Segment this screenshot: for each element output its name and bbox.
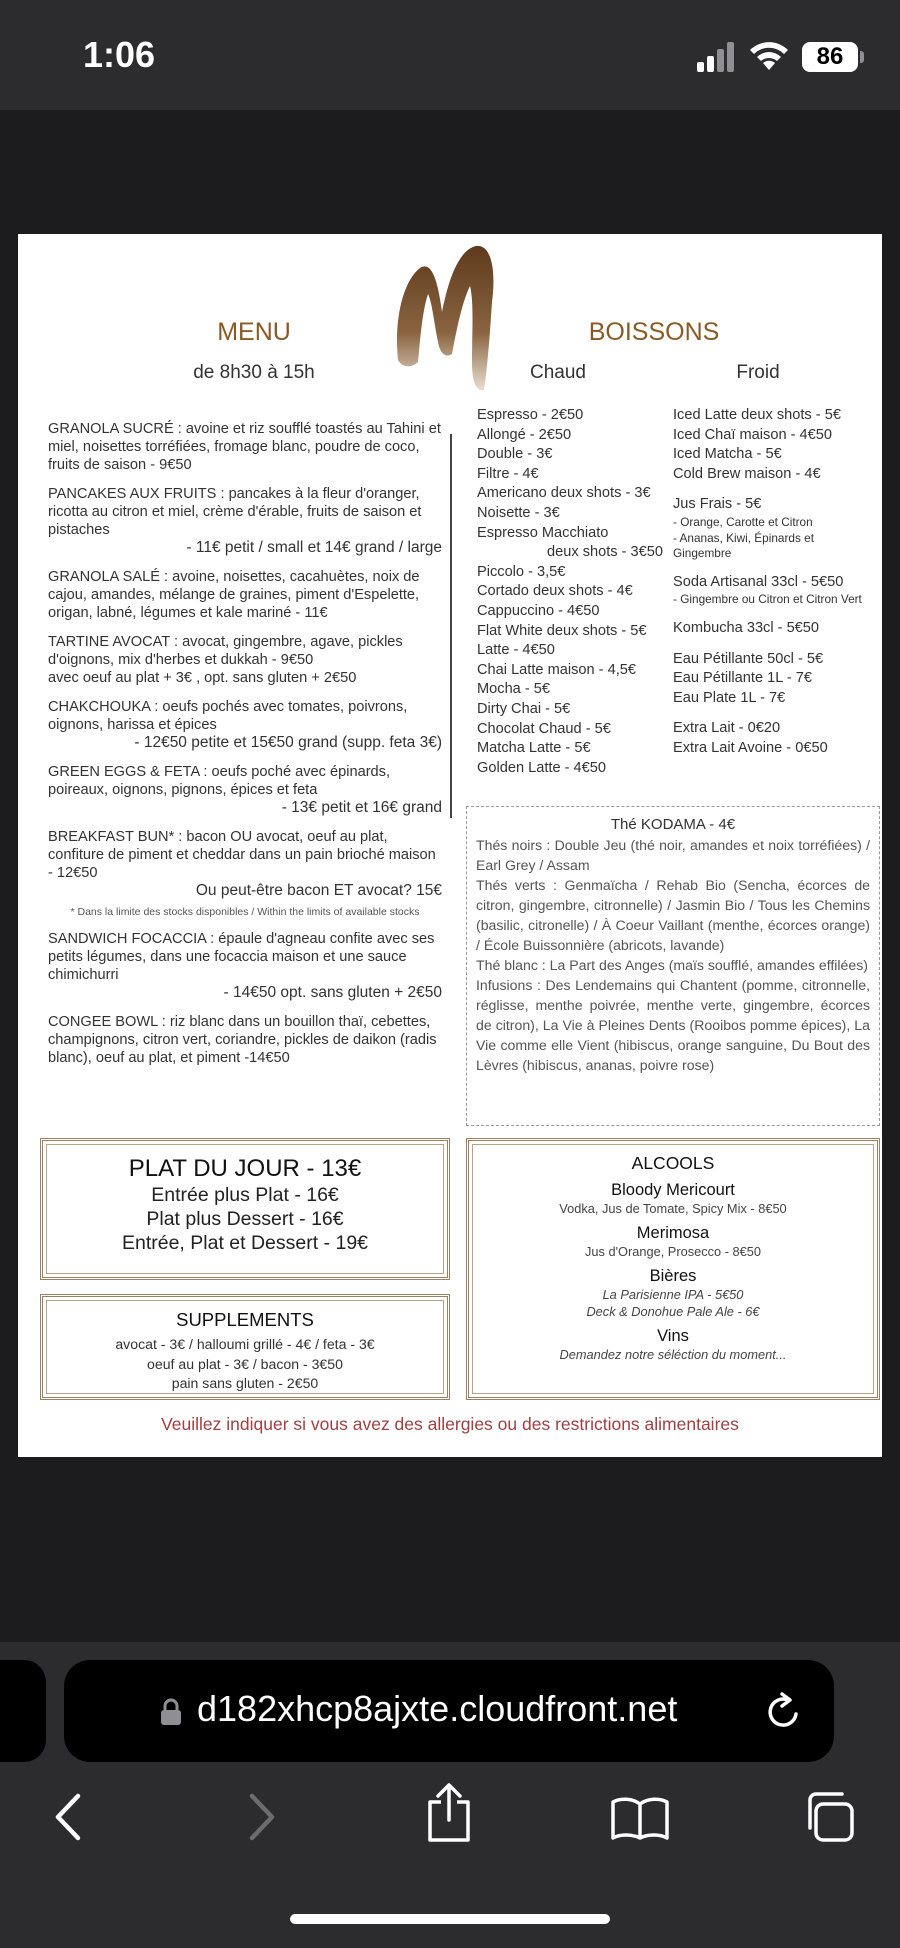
plat-title: PLAT DU JOUR - 13€: [128, 1155, 362, 1182]
battery-icon: [860, 51, 864, 63]
hot-drink: deux shots - 3€50: [547, 544, 664, 561]
dishes-list: [48, 420, 442, 1078]
lock-icon: [160, 1698, 182, 1726]
supplement-line: pain sans gluten - 2€50: [171, 1375, 319, 1391]
tea-blanc: Thé blanc : La Part des Anges (maïs soufflé, amandes effilées): [476, 957, 868, 973]
cold-drink: Iced Chaï maison - 4€50: [673, 426, 832, 443]
hot-drink: Flat White deux shots - 5€: [477, 622, 647, 639]
cold-drink: Eau Pétillante 50cl - 5€: [673, 650, 824, 667]
dish-green-eggs: [48, 763, 442, 817]
cold-drink: Eau Pétillante 1L - 7€: [673, 670, 813, 687]
hot-drink: Double - 3€: [477, 446, 553, 463]
alcools-title: ALCOOLS: [631, 1153, 715, 1173]
cold-drink: Extra Lait - 0€20: [673, 720, 781, 737]
hot-drink: Allongé - 2€50: [477, 426, 572, 443]
hot-drinks-list: [477, 406, 667, 778]
biere-item: La Parisienne IPA - 5€50: [602, 1287, 744, 1302]
home-indicator: [290, 1914, 610, 1924]
cold-drink: Eau Plate 1L - 7€: [673, 689, 786, 706]
alcool-desc: Vodka, Jus de Tomate, Spicy Mix - 8€50: [559, 1201, 787, 1216]
dish-green-eggs-price: - 13€ petit et 16€ grand: [281, 799, 442, 816]
share-icon[interactable]: [424, 1782, 474, 1844]
hot-drink: Cappuccino - 4€50: [477, 602, 600, 619]
dish-chakchouka-price: - 12€50 petite et 15€50 grand (supp. feta 3€): [134, 734, 442, 751]
hot-drink: Piccolo - 3,5€: [477, 563, 566, 580]
supplements-title: SUPPLEMENTS: [176, 1309, 314, 1330]
tea-title: Thé KODAMA - 4€: [610, 816, 736, 833]
dish-granola-sucre: GRANOLA SUCRÉ : avoine et riz soufflé toastés au Tahini et miel, noisettes torréfiées, fromage blanc, poudre de coco, fruits de saison - 9€50: [48, 421, 441, 473]
dish-breakfast-bun: [48, 828, 442, 919]
hot-drink: Espresso Macchiato: [477, 524, 609, 541]
dish-chakchouka-desc: CHAKCHOUKA : oeufs pochés avec tomates, poivrons, oignons, harissa et épices: [48, 699, 408, 733]
status-time: 1:06: [83, 34, 156, 75]
hot-drink: Americano deux shots - 3€: [477, 485, 651, 502]
cellular-signal-icon: [697, 42, 737, 72]
cold-drink: Iced Matcha - 5€: [673, 446, 782, 463]
tabs-icon[interactable]: [802, 1790, 856, 1844]
supplement-line: avocat - 3€ / halloumi grillé - 4€ / feta - 3€: [115, 1336, 375, 1352]
boissons-heading: BOISSONS: [588, 318, 720, 346]
hot-drink: Latte - 4€50: [477, 642, 555, 659]
cold-drink: Soda Artisanal 33cl - 5€50: [673, 573, 844, 590]
hot-drink: Chai Latte maison - 4,5€: [477, 661, 636, 678]
alcool-name: Bières: [649, 1267, 697, 1285]
column-divider: [450, 434, 452, 818]
alcool-desc: Jus d'Orange, Prosecco - 8€50: [584, 1244, 761, 1259]
alcool-name: Merimosa: [636, 1224, 710, 1242]
plat-option: Plat plus Dessert - 16€: [146, 1208, 344, 1230]
alcools-box: [466, 1138, 880, 1400]
dish-tartine-extra: avec oeuf au plat + 3€ , opt. sans gluten + 2€50: [48, 670, 357, 686]
froid-heading: Froid: [736, 362, 780, 383]
alcool-desc: Demandez notre séléction du moment...: [559, 1347, 787, 1362]
hot-drink: Mocha - 5€: [477, 681, 551, 698]
dish-green-eggs-desc: GREEN EGGS & FETA : oeufs poché avec épinards, poireaux, oignons, pignons, épices et feta: [48, 764, 391, 798]
tea-verts: Thés verts : Genmaïcha / Rehab Bio (Sencha, écorces de citron, gingembre, citronnelle) / Jasmin Bio / Tous les Chemins (basilic, citronelle) / À Coeur Vaillant (menthe, écorces orange) / École Buissonnière (abricots, lavande): [476, 877, 870, 953]
back-icon[interactable]: [50, 1790, 84, 1844]
reload-icon[interactable]: [764, 1690, 804, 1732]
supplement-line: oeuf au plat - 3€ / bacon - 3€50: [147, 1355, 343, 1372]
menu-image: [18, 234, 882, 1457]
bookmarks-icon[interactable]: [610, 1796, 670, 1840]
dish-pancakes-desc: PANCAKES AUX FRUITS : pancakes à la fleur d'oranger, ricotta au citron et miel, crème d'érable, fruits de saison et pistaches: [48, 486, 422, 538]
alcool-name: Bloody Mericourt: [611, 1181, 735, 1199]
plat-option: Entrée plus Plat - 16€: [151, 1184, 339, 1206]
status-bar: [0, 0, 900, 110]
menu-hours: de 8h30 à 15h: [193, 362, 315, 383]
tea-box: [466, 806, 880, 1126]
dish-tartine-desc: TARTINE AVOCAT : avocat, gingembre, agave, pickles d'oignons, mix d'herbes et dukkah - 9€50: [48, 634, 403, 668]
cold-drink: Jus Frais - 5€: [673, 496, 762, 513]
hot-drink: Espresso - 2€50: [477, 407, 584, 423]
previous-tab-pill[interactable]: [0, 1660, 46, 1762]
hot-drink: Chocolat Chaud - 5€: [477, 720, 611, 737]
alcool-name: Vins: [657, 1327, 689, 1345]
cold-drink-option: - Gingembre ou Citron et Citron Vert: [673, 592, 862, 607]
supplements-box: [40, 1294, 450, 1400]
cold-drink: Kombucha 33cl - 5€50: [673, 619, 820, 636]
cold-drink-option: - Ananas, Kiwi, Épinards et Gingembre: [673, 530, 814, 561]
hot-drink: Filtre - 4€: [477, 465, 539, 482]
wifi-icon: [748, 40, 790, 72]
logo-m-icon: [392, 242, 506, 392]
dish-focaccia-price: - 14€50 opt. sans gluten + 2€50: [223, 984, 442, 1001]
dish-tartine: [48, 633, 442, 687]
menu-heading: MENU: [217, 318, 291, 346]
dish-breakfast-bun-desc: BREAKFAST BUN* : bacon OU avocat, oeuf au plat, confiture de piment et cheddar dans un pain brioché maison - 12€50: [48, 829, 436, 881]
hot-drink: Noisette - 3€: [477, 504, 560, 521]
cold-drink: Extra Lait Avoine - 0€50: [673, 739, 828, 756]
hot-drink: Golden Latte - 4€50: [477, 759, 607, 776]
cold-drink: Iced Latte deux shots - 5€: [673, 407, 841, 423]
cold-drinks-list: [673, 406, 873, 759]
battery-level: 86: [802, 42, 858, 72]
plat-option: Entrée, Plat et Dessert - 19€: [121, 1232, 369, 1254]
address-bar[interactable]: [64, 1660, 834, 1762]
dish-congee: CONGEE BOWL : riz blanc dans un bouillon thaï, cebettes, champignons, citron vert, coriandre, pickles de daikon (radis blanc), oeuf au plat, et piment -14€50: [48, 1014, 437, 1066]
cold-drink: Cold Brew maison - 4€: [673, 465, 821, 482]
hot-drink: Matcha Latte - 5€: [477, 740, 591, 757]
dish-focaccia: [48, 930, 442, 1002]
dish-granola-sale: GRANOLA SALÉ : avoine, noisettes, cacahuètes, noix de cajou, amandes, mélange de graines, piment d'Espelette, origan, labné, légumes et kale mariné - 11€: [48, 569, 420, 621]
chaud-heading: Chaud: [530, 362, 586, 383]
allergy-note: Veuillez indiquer si vous avez des allergies ou des restrictions alimentaires: [161, 1414, 739, 1434]
url-text: d182xhcp8ajxte.cloudfront.net: [197, 1688, 678, 1729]
plat-du-jour-box: [40, 1138, 450, 1280]
biere-item: Deck & Donohue Pale Ale - 6€: [586, 1304, 760, 1319]
dish-pancakes: [48, 485, 442, 557]
cold-drink-option: - Orange, Carotte et Citron: [673, 514, 813, 529]
tea-infusions: Infusions : Des Lendemains qui Chantent (pomme, citronnelle, réglisse, menthe poivrée, menthe verte, gingembre, écorces de citron), La Vie à Pleines Dents (Rooibos pomme épices), La Vie comme elle Vient (hibiscus, orange sanguine, Du Bout des Lèvres (hibiscus, ananas, poivre rose): [476, 977, 870, 1073]
tea-noirs: Thés noirs : Double Jeu (thé noir, amandes et noix torréfiées) / Earl Grey / Assam: [476, 837, 870, 873]
hot-drink: Dirty Chai - 5€: [477, 700, 571, 717]
dish-breakfast-bun-extra: Ou peut-être bacon ET avocat? 15€: [195, 882, 442, 899]
stock-note: * Dans la limite des stocks disponibles / Within the limits of available stocks: [70, 906, 420, 918]
hot-drink: Cortado deux shots - 4€: [477, 583, 633, 600]
dish-pancakes-price: - 11€ petit / small et 14€ grand / large: [186, 539, 442, 556]
forward-icon[interactable]: [246, 1790, 280, 1844]
dish-chakchouka: [48, 698, 442, 752]
dish-focaccia-desc: SANDWICH FOCACCIA : épaule d'agneau confite avec ses petits légumes, dans une focaccia maison et une sauce chimichurri: [48, 931, 435, 983]
